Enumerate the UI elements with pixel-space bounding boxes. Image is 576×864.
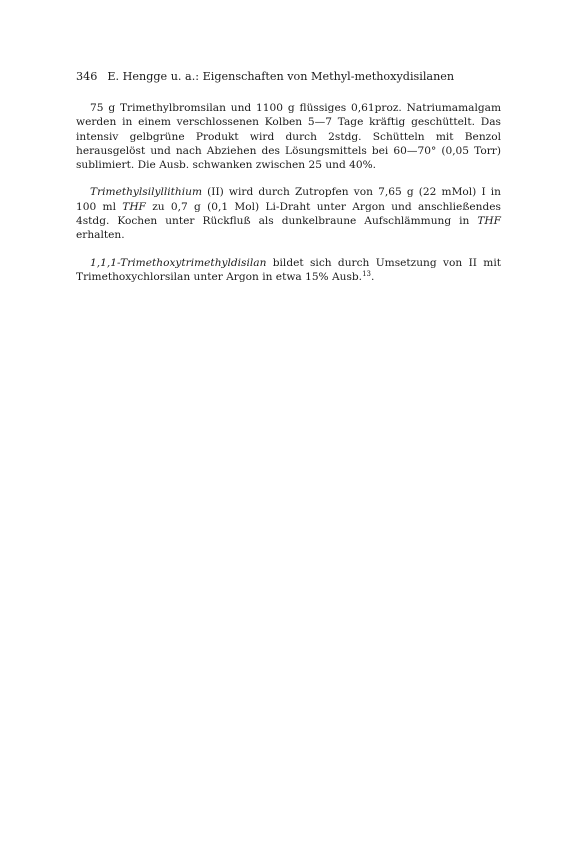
- running-title: E. Hengge u. a.: Eigenschaften von Methyl-methoxydisilanen: [107, 70, 455, 83]
- reference-marker: 13: [362, 269, 371, 278]
- compound-name: Trimethylsilyllithium: [90, 186, 202, 199]
- page-number: 346: [76, 70, 98, 83]
- solvent-abbreviation: THF: [477, 215, 501, 228]
- paragraph-text: (II) wird durch Zutropfen von 7,65 g (22 mMol) I in 100 ml: [76, 186, 501, 213]
- paragraph-text: .: [370, 270, 375, 283]
- paragraph-text: erhalten.: [76, 229, 125, 242]
- paragraph-text: bildet sich durch Umsetzung von II mit Trimethoxychlorsilan unter Argon in etwa 15% Ausb.: [76, 256, 501, 283]
- solvent-abbreviation: THF: [122, 200, 146, 213]
- paragraph-text: zu 0,7 g (0,1 Mol) Li-Draht unter Argon und anschließendes 4stdg. Kochen unter Rückfluß als dunkelbraune Aufschlämmung in: [76, 200, 501, 228]
- paragraph-sodium-amalgam: [76, 101, 501, 172]
- paragraph-text: 75 g Trimethylbromsilan und 1100 g flüssiges 0,61proz. Natriumamalgam werden in einem verschlossenen Kolben 5—7 Tage kräftig geschüttelt. Das intensiv gelbgrüne Produkt wird durch 2stdg. Schütteln mit Benzol herausgelöst und nach Abziehen des Lösungsmittels bei 60—70° (0,05 Torr) sublimiert. Die Ausb. schwanken zwischen 25 und 40%.: [76, 102, 501, 172]
- running-header: [76, 70, 506, 84]
- compound-name: 1,1,1-Trimethoxytrimethyldisilan: [90, 256, 267, 269]
- paragraph-trimethylsilyllithium: [76, 185, 501, 242]
- paragraph-trimethoxytrimethyldisilan: [76, 256, 501, 285]
- body-text: [76, 101, 501, 284]
